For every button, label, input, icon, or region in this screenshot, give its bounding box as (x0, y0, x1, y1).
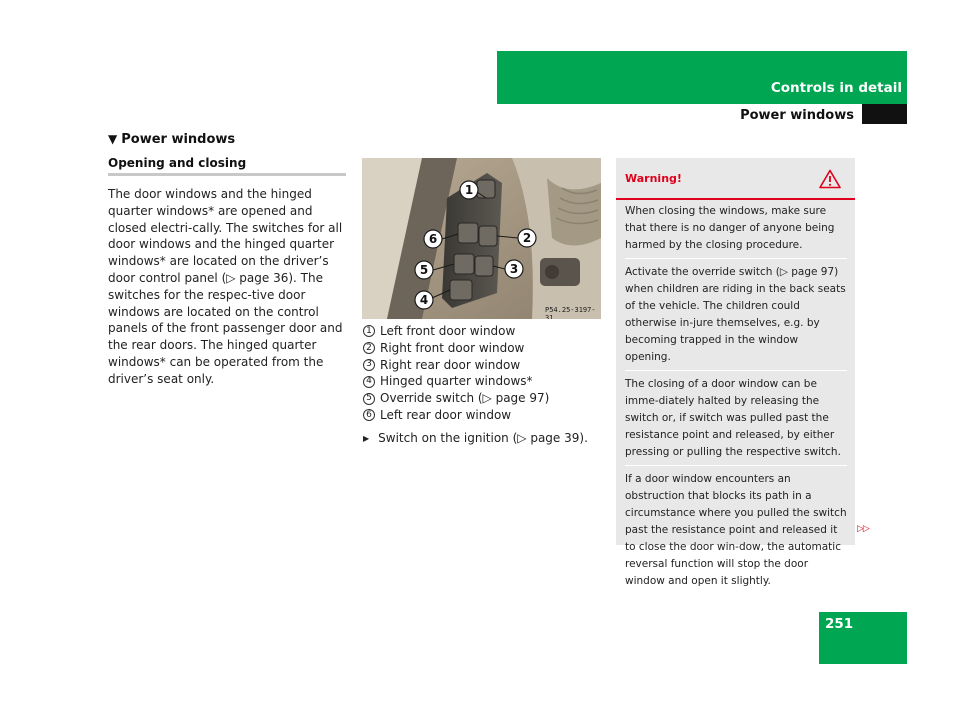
warning-title: Warning! (625, 172, 682, 185)
legend-text: Left rear door window (380, 407, 512, 422)
legend-number: 2 (363, 342, 375, 354)
warning-paragraph: When closing the windows, make sure that there is no danger of anyone being harmed by the closing procedure. (625, 205, 835, 251)
legend-number: 5 (363, 393, 375, 405)
warning-paragraph: If a door window encounters an obstruction that blocks its path in a circumstance where you pulled the switch past the resistance point and released it to close the door win-dow, the automatic reversal function will stop the door window and open it slightly. (625, 465, 847, 594)
legend-text: Hinged quarter windows* (380, 374, 533, 389)
warning-paragraph: Activate the override switch (▷ page 97) when children are riding in the back seats of the vehicle. The children could otherwise in-jure themselves, e.g. by becoming trapped in the window opening. (625, 258, 847, 370)
topic-heading (108, 132, 235, 147)
continued-arrows-icon: ▷▷ (857, 524, 869, 534)
legend-number: 1 (363, 325, 375, 337)
legend-item (363, 323, 603, 340)
legend-number: 4 (363, 376, 375, 388)
warning-triangle-icon (819, 169, 841, 189)
legend-text: Left front door window (380, 324, 516, 338)
legend-number: 3 (363, 359, 375, 371)
legend-item (363, 407, 603, 424)
callout-1: 1 (464, 183, 474, 197)
legend-text: Right rear door window (380, 357, 521, 372)
door-control-panel-figure (362, 158, 601, 319)
page-number: 251 (825, 616, 854, 632)
warning-paragraph: The closing of a door window can be imme-diately halted by releasing the switch or, if switch was pulled past the resistance point and released, by either pressing or pulling the respective switch. (625, 370, 847, 465)
step-text: Switch on the ignition (▷ page 39). (378, 431, 588, 445)
chapter-header-bar (497, 51, 907, 104)
step-bullet-icon: ▶ (363, 433, 370, 443)
figure-legend (363, 323, 603, 424)
chapter-title: Controls in detail (770, 80, 902, 96)
callout-2: 2 (522, 231, 532, 245)
warning-box (616, 158, 855, 587)
topic-title: Power windows (121, 132, 236, 147)
instruction-step (363, 431, 588, 445)
section-title: Power windows (740, 108, 854, 123)
section-marker-bar (862, 104, 907, 124)
callout-4: 4 (419, 293, 429, 307)
legend-item (363, 390, 603, 407)
warning-header (616, 158, 855, 200)
collapse-triangle-icon: ▼ (108, 132, 118, 146)
callout-5: 5 (419, 263, 429, 277)
door-panel-illustration (362, 158, 601, 319)
legend-text: Override switch (▷ page 97) (380, 391, 550, 406)
legend-item (363, 357, 603, 374)
figure-code: P54.25-3197-31 (545, 306, 596, 319)
subheading: Opening and closing (108, 156, 346, 176)
legend-text: Right front door window (380, 340, 525, 355)
callout-6: 6 (428, 232, 438, 246)
legend-item (363, 340, 603, 357)
legend-item (363, 373, 603, 390)
callout-3: 3 (509, 262, 519, 276)
body-paragraph: The door windows and the hinged quarter windows* are opened and closed electri-cally. The switches for all door windows and the hinged quarter windows* are located on the driver’s door control panel (▷ page 36). The switches for the respec-tive door windows are located on the control panels of the front passenger door and the rear doors. The hinged quarter windows* can be operated from the driver’s seat only. (108, 187, 343, 386)
legend-number: 6 (363, 409, 375, 421)
